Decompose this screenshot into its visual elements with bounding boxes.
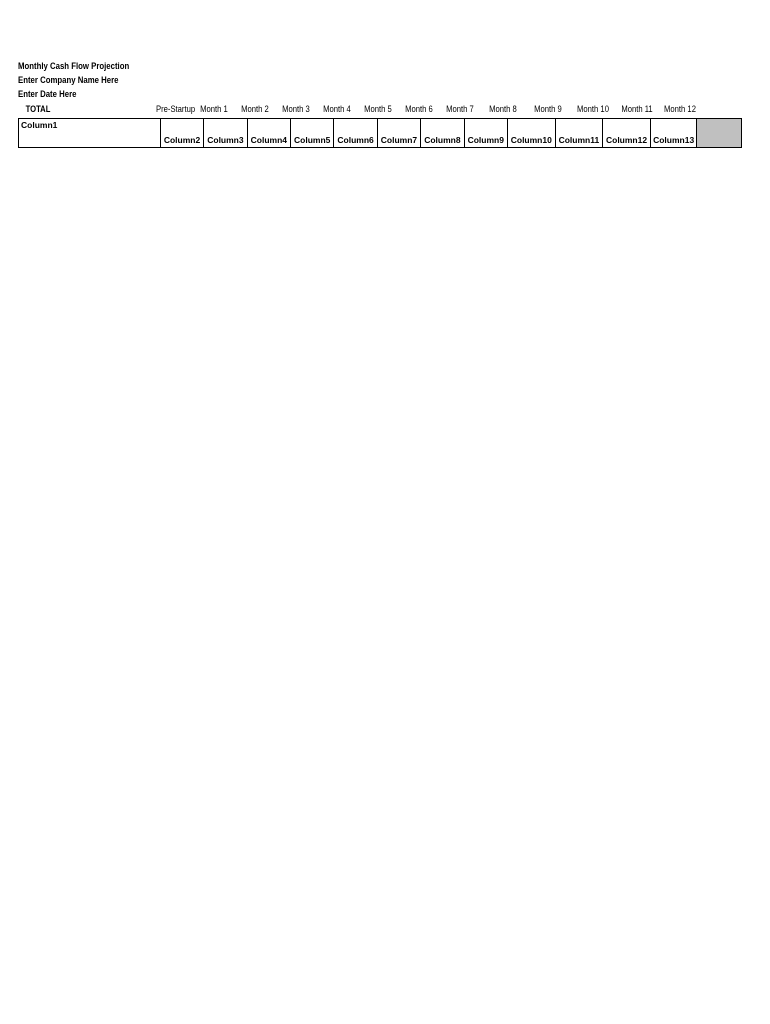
month-header: Month 1 [199,104,228,114]
month-header: Month 10 [576,104,609,114]
column-header: Column10 [507,119,555,148]
column-header [697,119,742,148]
column-header: Column13 [650,119,697,148]
month-header: Month 8 [488,104,517,114]
column-header-row [19,119,742,148]
month-header: Month 12 [664,104,696,114]
sheet-title: Monthly Cash Flow Projection [18,61,130,72]
column-header: Column9 [464,119,507,148]
month-header: Month 11 [621,104,653,114]
column-header: Column8 [421,119,464,148]
column-header: Column1 [19,119,161,148]
column-header: Column12 [603,119,651,148]
month-header: Pre-Startup [155,104,195,114]
month-header: Month 7 [445,104,474,114]
month-header: Month 4 [322,104,351,114]
sheet-date[interactable]: Enter Date Here [18,89,77,100]
column-header: Column3 [204,119,247,148]
month-header: TOTAL [25,104,51,114]
month-header: Month 9 [533,104,562,114]
cash-flow-table [18,118,742,148]
column-header: Column4 [247,119,290,148]
month-header: Month 6 [404,104,433,114]
column-header: Column6 [334,119,377,148]
column-header: Column11 [555,119,603,148]
column-header: Column5 [291,119,334,148]
column-header: Column2 [160,119,203,148]
month-header: Month 3 [281,104,310,114]
company-name[interactable]: Enter Company Name Here [18,75,119,86]
month-header-row [18,102,742,118]
spreadsheet [18,60,742,148]
month-header: Month 5 [363,104,392,114]
column-header: Column7 [377,119,420,148]
month-header: Month 2 [240,104,269,114]
